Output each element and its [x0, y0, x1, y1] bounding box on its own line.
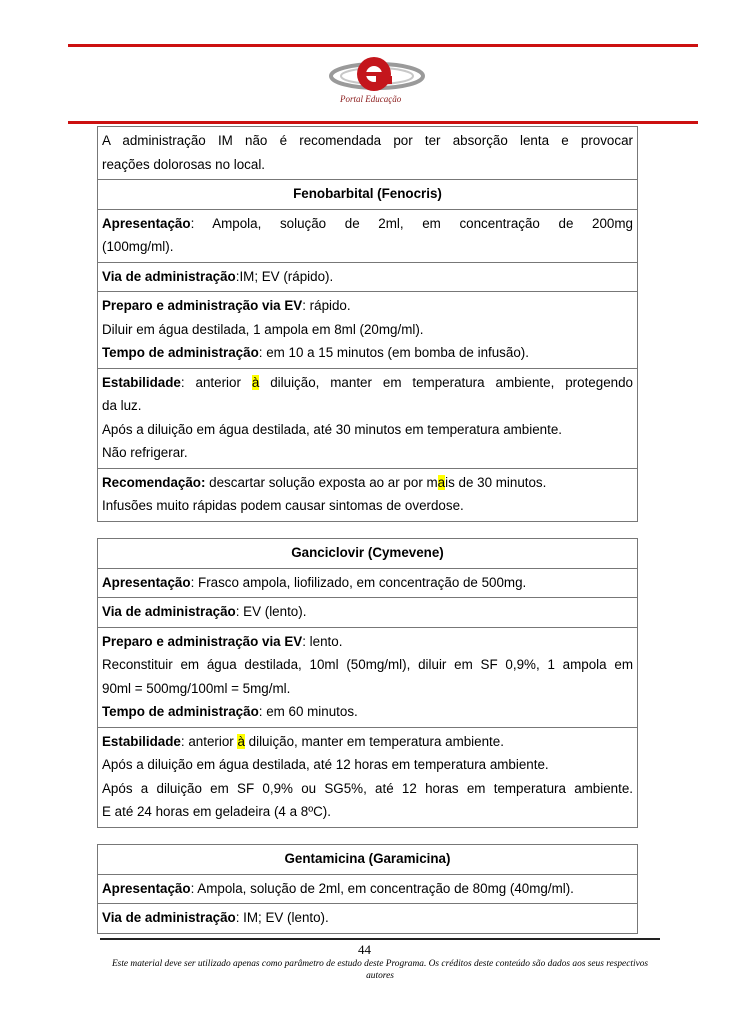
fenobarbital-table [97, 126, 638, 522]
header-rule-bottom [68, 121, 698, 124]
gentamicina-apresentacao: Apresentação: Ampola, solução de 2ml, em concentração de 80mg (40mg/ml). [98, 874, 638, 904]
logo-text: Portal Educação [340, 94, 402, 104]
fenobarbital-via: Via de administração:IM; EV (rápido). [98, 262, 638, 292]
fenobarbital-estabilidade: Estabilidade: anterior à diluição, manter em temperatura ambiente, protegendo da luz. Após a diluição em água destilada, até 30 minutos em temperatura ambiente. Não refrigerar. [98, 368, 638, 468]
footer-rule [100, 938, 660, 940]
gentamicina-table [97, 844, 638, 934]
ganciclovir-table [97, 538, 638, 828]
ganciclovir-preparo: Preparo e administração via EV: lento. Reconstituir em água destilada, 10ml (50mg/ml), diluir em SF 0,9%, 1 ampola em 90ml = 500mg/100ml = 5mg/ml. Tempo de administração: em 60 minutos. [98, 627, 638, 727]
ganciclovir-title: Ganciclovir (Cymevene) [98, 539, 638, 569]
ganciclovir-apresentacao: Apresentação: Frasco ampola, liofilizado, em concentração de 500mg. [98, 568, 638, 598]
gentamicina-title: Gentamicina (Garamicina) [98, 845, 638, 875]
page-number: 44 [358, 942, 371, 957]
ganciclovir-estabilidade: Estabilidade: anterior à diluição, manter em temperatura ambiente. Após a diluição em água destilada, até 12 horas em temperatura ambiente. Após a diluição em SF 0,9% ou SG5%, até 12 horas em temperatura ambiente. E até 24 horas em geladeira (4 a 8ºC). [98, 727, 638, 827]
fenobarbital-apresentacao: Apresentação: Ampola, solução de 2ml, em concentração de 200mg (100mg/ml). [98, 209, 638, 262]
header-rule-top [68, 44, 698, 47]
footer-disclaimer: Este material deve ser utilizado apenas como parâmetro de estudo deste Programa. Os créditos deste conteúdo são dados aos seus respectivos autores [111, 959, 649, 981]
ganciclovir-via: Via de administração: EV (lento). [98, 598, 638, 628]
fenobarbital-intro: A administração IM não é recomendada por ter absorção lenta e provocar reações dolorosas no local. [98, 127, 638, 180]
fenobarbital-title: Fenobarbital (Fenocris) [98, 180, 638, 210]
fenobarbital-preparo: Preparo e administração via EV: rápido. Diluir em água destilada, 1 ampola em 8ml (20mg/ml). Tempo de administração: em 10 a 15 minutos (em bomba de infusão). [98, 292, 638, 369]
gentamicina-via: Via de administração: IM; EV (lento). [98, 904, 638, 934]
fenobarbital-recomendacao: Recomendação: descartar solução exposta ao ar por mais de 30 minutos. Infusões muito rápidas podem causar sintomas de overdose. [98, 468, 638, 521]
